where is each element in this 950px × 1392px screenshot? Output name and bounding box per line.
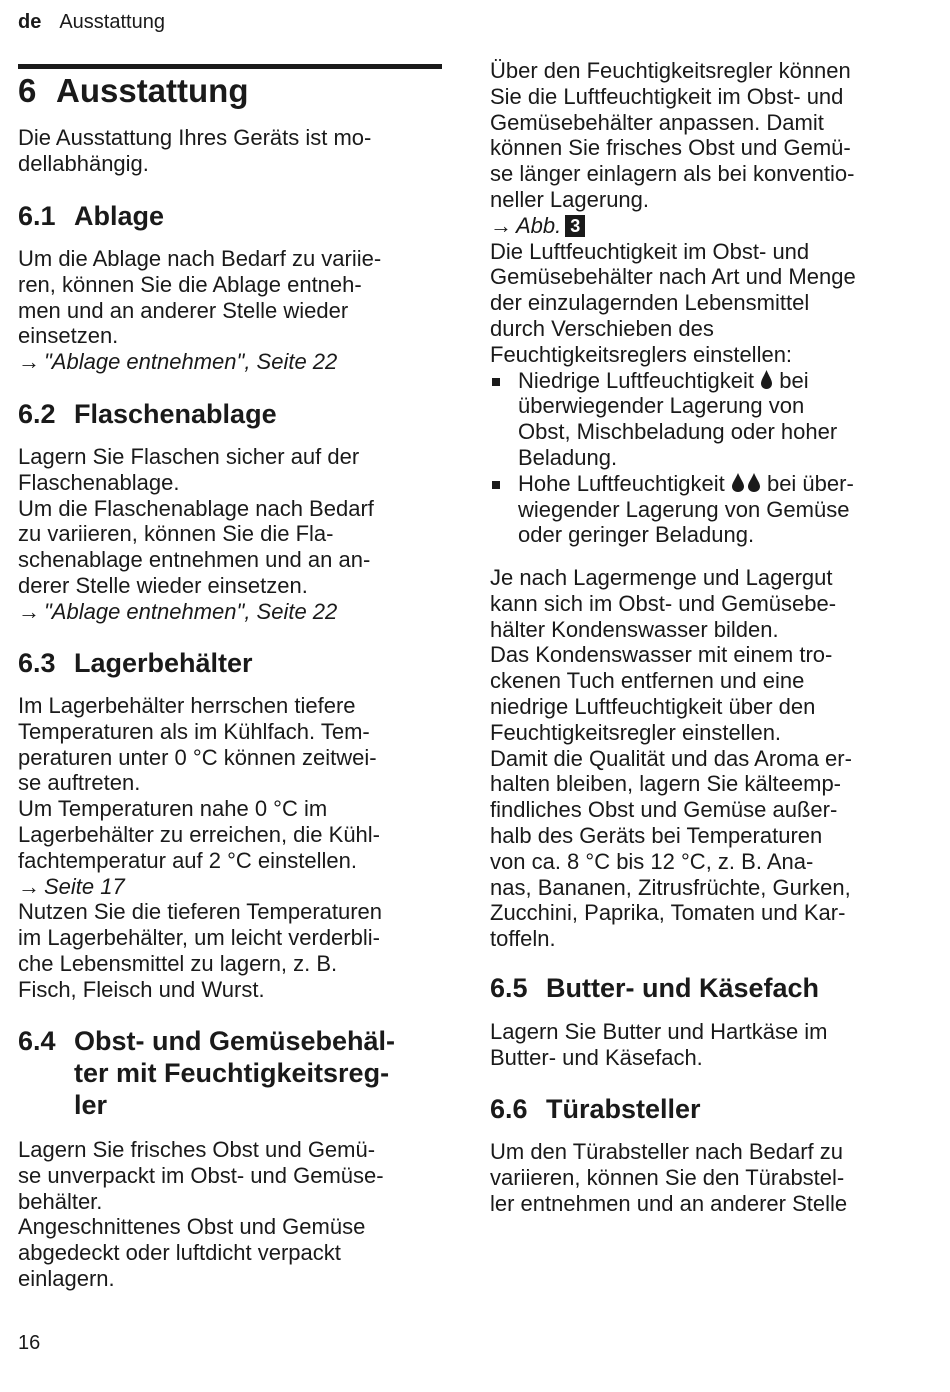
bullet-icon — [492, 378, 500, 386]
chapter-rule — [18, 64, 442, 69]
bullet-icon — [492, 481, 500, 489]
section-heading: 6.1 Ablage — [18, 201, 165, 231]
chapter-title: 6 Ausstattung — [18, 72, 249, 109]
section-6-4-body: Lagern Sie frisches Obst und Gemü- se unverpackt im Obst- und Gemüse- behälter. Angeschnittenes Obst und Gemüse abgedeckt oder luftdicht verpackt einlagern. — [18, 1137, 384, 1291]
list-item: Niedrige Luftfeuchtigkeit bei überwiegender Lagerung von Obst, Mischbeladung oder hoher Beladung. — [490, 368, 856, 471]
section-6-1-body: Um die Ablage nach Bedarf zu variie- ren, können Sie die Ablage entneh- men und an anderer Stelle wieder einsetzen. → "Ablage entnehmen", Seite 22 — [18, 246, 382, 375]
section-6-3-body: Im Lagerbehälter herrschen tiefere Temperaturen als im Kühlfach. Tem- peraturen unter 0 °C können zeitwei- se auftreten. Um Temperaturen nahe 0 °C im Lagerbehälter zu erreichen, die Kühl- fachtemperatur auf 2 °C einstellen. → Seite 17 Nutzen Sie die tieferen Temperaturen im Lagerbehälter, um leicht verderbli- che Lebensmittel zu lagern, z. B. Fisch, Fleisch und Wurst. — [18, 693, 383, 1002]
cross-reference-link[interactable]: → Seite 17 — [18, 873, 125, 899]
section-heading: 6.3 Lagerbehälter — [18, 648, 253, 678]
humidity-text: Über den Feuchtigkeitsregler können Sie die Luftfeuchtigkeit im Obst- und Gemüsebehälter anpassen. Damit können Sie frisches Obst und Gemü- se länger einlagern als bei konventio- neller Lagerung. → Abb. 3 Die Luftfeuchtigkeit im Obst- und Gemüsebehälter nach Art und Menge der einzulagernden Lebensmittel durch Verschieben des Feuchtigkeitsreglers einstellen: Niedrige Luftfeuchtigkeit bei überwiegender Lagerung von Obst, Mischbeladung oder hoher Beladung. Hohe Luftfeuchtigkeit bei über- wiegender Lagerung von Gemüse oder geringer Beladung. — [490, 58, 856, 548]
section-heading: 6.6 Türabsteller — [490, 1094, 701, 1124]
section-6-5-body: Lagern Sie Butter und Hartkäse im Butter- und Käsefach. — [490, 1019, 828, 1070]
figure-number-badge: 3 — [565, 215, 585, 237]
list-item: Hohe Luftfeuchtigkeit bei über- wiegender Lagerung von Gemüse oder geringer Beladung. — [490, 471, 856, 548]
section-6-6-body: Um den Türabsteller nach Bedarf zu variieren, können Sie den Türabstel- ler entnehmen und an anderer Stelle — [490, 1139, 848, 1216]
section-heading: 6.5 Butter- und Käsefach — [490, 973, 820, 1003]
double-drop-icon — [731, 472, 761, 493]
chapter-intro: Die Ausstattung Ihres Geräts ist mo- dellabhängig. — [18, 125, 372, 176]
figure-reference-link[interactable]: → Abb. 3 — [490, 213, 856, 239]
section-heading: 6.2 Flaschenablage — [18, 399, 277, 429]
header-section-title: Ausstattung — [59, 11, 165, 33]
arrow-icon: → — [18, 873, 40, 899]
section-6-6 — [490, 1093, 701, 1125]
section-6-2-body: Lagern Sie Flaschen sicher auf der Flaschenablage. Um die Flaschenablage nach Bedarf zu variieren, können Sie die Fla- schenablage entnehmen und an an- derer Stelle wieder einsetzen. → "Ablage entnehmen", Seite 22 — [18, 444, 374, 624]
language-code: de — [18, 11, 42, 33]
arrow-icon: → — [18, 598, 40, 624]
section-6-1 — [18, 200, 164, 232]
page-number: 16 — [18, 1332, 41, 1354]
section-6-2 — [18, 398, 277, 430]
section-heading: 6.4 Obst- und Gemüsebehäl- ter mit Feuchtigkeitsreg- ler — [18, 1026, 396, 1120]
section-6-4 — [18, 1025, 395, 1121]
arrow-icon: → — [18, 349, 40, 375]
condensation-text: Je nach Lagermenge und Lagergut kann sich im Obst- und Gemüsebe- hälter Kondenswasser bilden. Das Kondenswasser mit einem tro- ckenen Tuch entfernen und eine niedrige Luftfeuchtigkeit über den Feuchtigkeitsregler einstellen. Damit die Qualität und das Aroma er- halten bleiben, lagern Sie kälteemp- findliches Obst und Gemüse außer- halb des Geräts bei Temperaturen von ca. 8 °C bis 12 °C, z. B. Ana- nas, Bananen, Zitrusfrüchte, Gurken, Zucchini, Paprika, Tomaten und Kar- toffeln. — [490, 565, 852, 952]
running-header — [18, 10, 165, 34]
single-drop-icon — [760, 369, 773, 390]
section-6-3 — [18, 647, 253, 679]
section-6-5 — [490, 972, 819, 1004]
arrow-icon: → — [490, 212, 512, 238]
cross-reference-link[interactable]: → "Ablage entnehmen", Seite 22 — [18, 598, 338, 624]
cross-reference-link[interactable]: → "Ablage entnehmen", Seite 22 — [18, 349, 338, 375]
humidity-list — [490, 368, 856, 549]
